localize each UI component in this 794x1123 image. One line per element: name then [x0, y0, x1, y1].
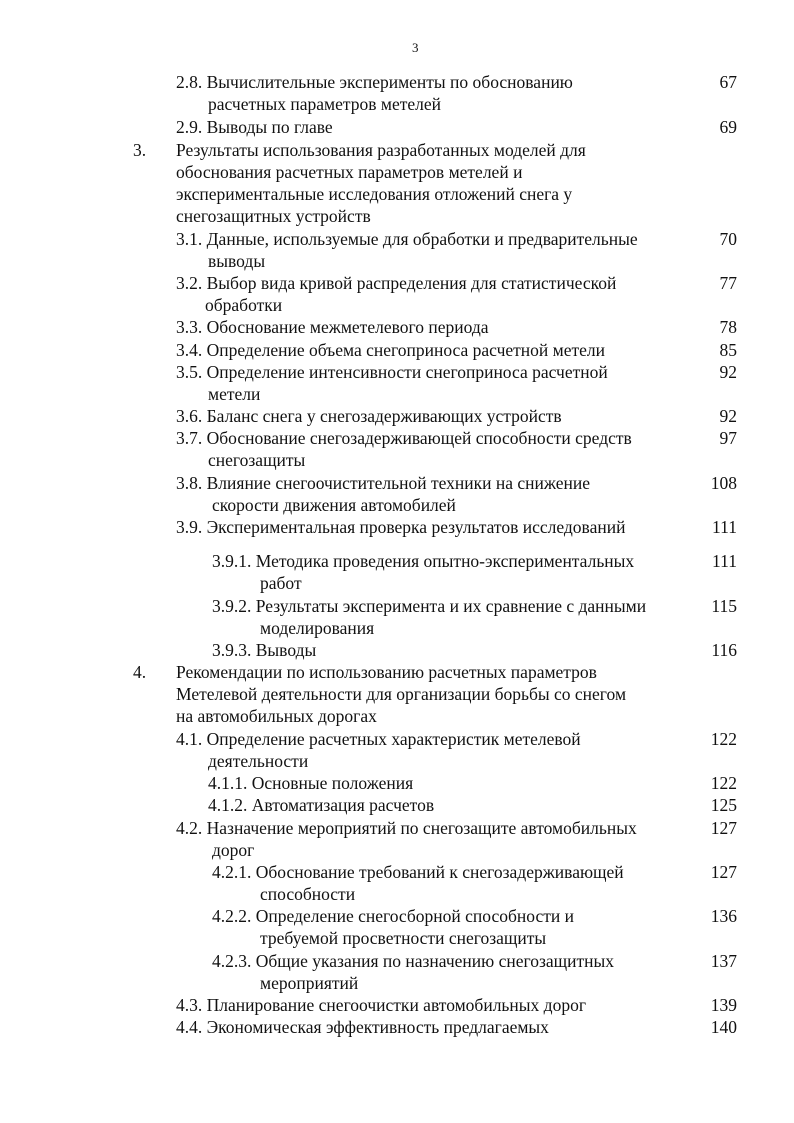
toc-page-number: 77 — [719, 273, 737, 293]
toc-entry-line: 3.9.3. Выводы — [212, 640, 317, 660]
toc-page-number: 127 — [710, 818, 737, 838]
toc-entry-line: 4.1.2. Автоматизация расчетов — [208, 795, 435, 815]
toc-entry-line: обоснования расчетных параметров метелей и — [176, 162, 523, 182]
toc-entry-line: 2.9. Выводы по главе — [176, 117, 333, 137]
toc-page-number: 136 — [710, 906, 737, 926]
toc-entry-line: скорости движения автомобилей — [212, 495, 456, 515]
toc-entry-line: дорог — [212, 840, 255, 860]
toc-page-number: 67 — [719, 72, 737, 92]
toc-entry-line: требуемой просветности снегозащиты — [260, 928, 547, 948]
toc-entry-line: моделирования — [260, 618, 375, 638]
toc-entry-line: 3.7. Обоснование снегозадерживающей способности средств — [176, 428, 632, 448]
toc-entry-line: обработки — [205, 295, 283, 315]
toc-entry-line: 4.2. Назначение мероприятий по снегозащите автомобильных — [176, 818, 637, 838]
toc-entry-line: 4.1.1. Основные положения — [208, 773, 414, 793]
toc-entry-line: 4.1. Определение расчетных характеристик метелевой — [176, 729, 581, 749]
toc-entry-line: Метелевой деятельности для организации борьбы со снегом — [176, 684, 627, 704]
toc-page-number: 137 — [710, 951, 737, 971]
toc-entry-line: способности — [260, 884, 356, 904]
toc-page-number: 108 — [710, 473, 737, 493]
toc-page-number: 85 — [719, 340, 737, 360]
toc-entry-line: 3.2. Выбор вида кривой распределения для статистической — [176, 273, 617, 293]
page-number: 3 — [412, 40, 419, 55]
toc-entry-line: 3.9.1. Методика проведения опытно-экспериментальных — [212, 551, 635, 571]
toc-page-number: 115 — [711, 596, 737, 616]
toc-entry-line: 3.8. Влияние снегоочистительной техники на снижение — [176, 473, 590, 493]
toc-entry-line: 4.4. Экономическая эффективность предлагаемых — [176, 1017, 549, 1037]
toc-page-number: 92 — [719, 406, 737, 426]
toc-page-number: 97 — [719, 428, 737, 448]
toc-page-number: 69 — [719, 117, 737, 137]
toc-page-number: 127 — [710, 862, 737, 882]
toc-entry-line: 3.9.2. Результаты эксперимента и их сравнение с данными — [212, 596, 647, 616]
toc-page-number: 122 — [710, 773, 737, 793]
toc-entry-line: 4.2.3. Общие указания по назначению снегозащитных — [212, 951, 615, 971]
toc-page-number: 78 — [719, 317, 737, 337]
toc-page-number: 140 — [710, 1017, 737, 1037]
toc-entry-line: снегозащиты — [208, 450, 306, 470]
toc-entry-line: 4.3. Планирование снегоочистки автомобильных дорог — [176, 995, 586, 1015]
toc-entry-line: 3.4. Определение объема снегоприноса расчетной метели — [176, 340, 605, 360]
toc-page-number: 70 — [719, 229, 737, 249]
toc-entry-line: Рекомендации по использованию расчетных параметров — [176, 662, 597, 682]
toc-page-number: 139 — [710, 995, 737, 1015]
toc-entry-line: Результаты использования разработанных моделей для — [176, 140, 586, 160]
toc-entry-line: 4.2.2. Определение снегосборной способности и — [212, 906, 574, 926]
toc-entry-line: выводы — [208, 251, 266, 271]
toc-page-number: 111 — [712, 517, 737, 537]
toc-entry-line: на автомобильных дорогах — [176, 706, 377, 726]
toc-page-number: 125 — [710, 795, 737, 815]
toc-entry-line: 3.9. Экспериментальная проверка результатов исследований — [176, 517, 626, 537]
toc-entry-line: мероприятий — [260, 973, 359, 993]
toc-entry-line: 3.6. Баланс снега у снегозадерживающих устройств — [176, 406, 562, 426]
toc-entry-line: расчетных параметров метелей — [208, 94, 442, 114]
toc-entry-line: деятельности — [208, 751, 309, 771]
toc-entry-line: экспериментальные исследования отложений снега у — [176, 184, 573, 204]
toc-entry-line: работ — [260, 573, 302, 593]
toc-entry-line: 3.3. Обоснование межметелевого периода — [176, 317, 489, 337]
toc-page-number: 92 — [719, 362, 737, 382]
toc-page-number: 116 — [711, 640, 737, 660]
toc-entry-line: снегозащитных устройств — [176, 206, 371, 226]
toc-entry-line: 2.8. Вычислительные эксперименты по обоснованию — [176, 72, 573, 92]
toc-entry-line: 4.2.1. Обоснование требований к снегозадерживающей — [212, 862, 624, 882]
toc-entry-line: 3.5. Определение интенсивности снегоприноса расчетной — [176, 362, 608, 382]
toc-page-number: 111 — [712, 551, 737, 571]
toc-entry-line: 3.1. Данные, используемые для обработки и предварительные — [176, 229, 638, 249]
chapter-number: 3. — [133, 140, 147, 160]
chapter-number: 4. — [133, 662, 147, 682]
toc-entry-line: метели — [208, 384, 261, 404]
toc-page-number: 122 — [710, 729, 737, 749]
